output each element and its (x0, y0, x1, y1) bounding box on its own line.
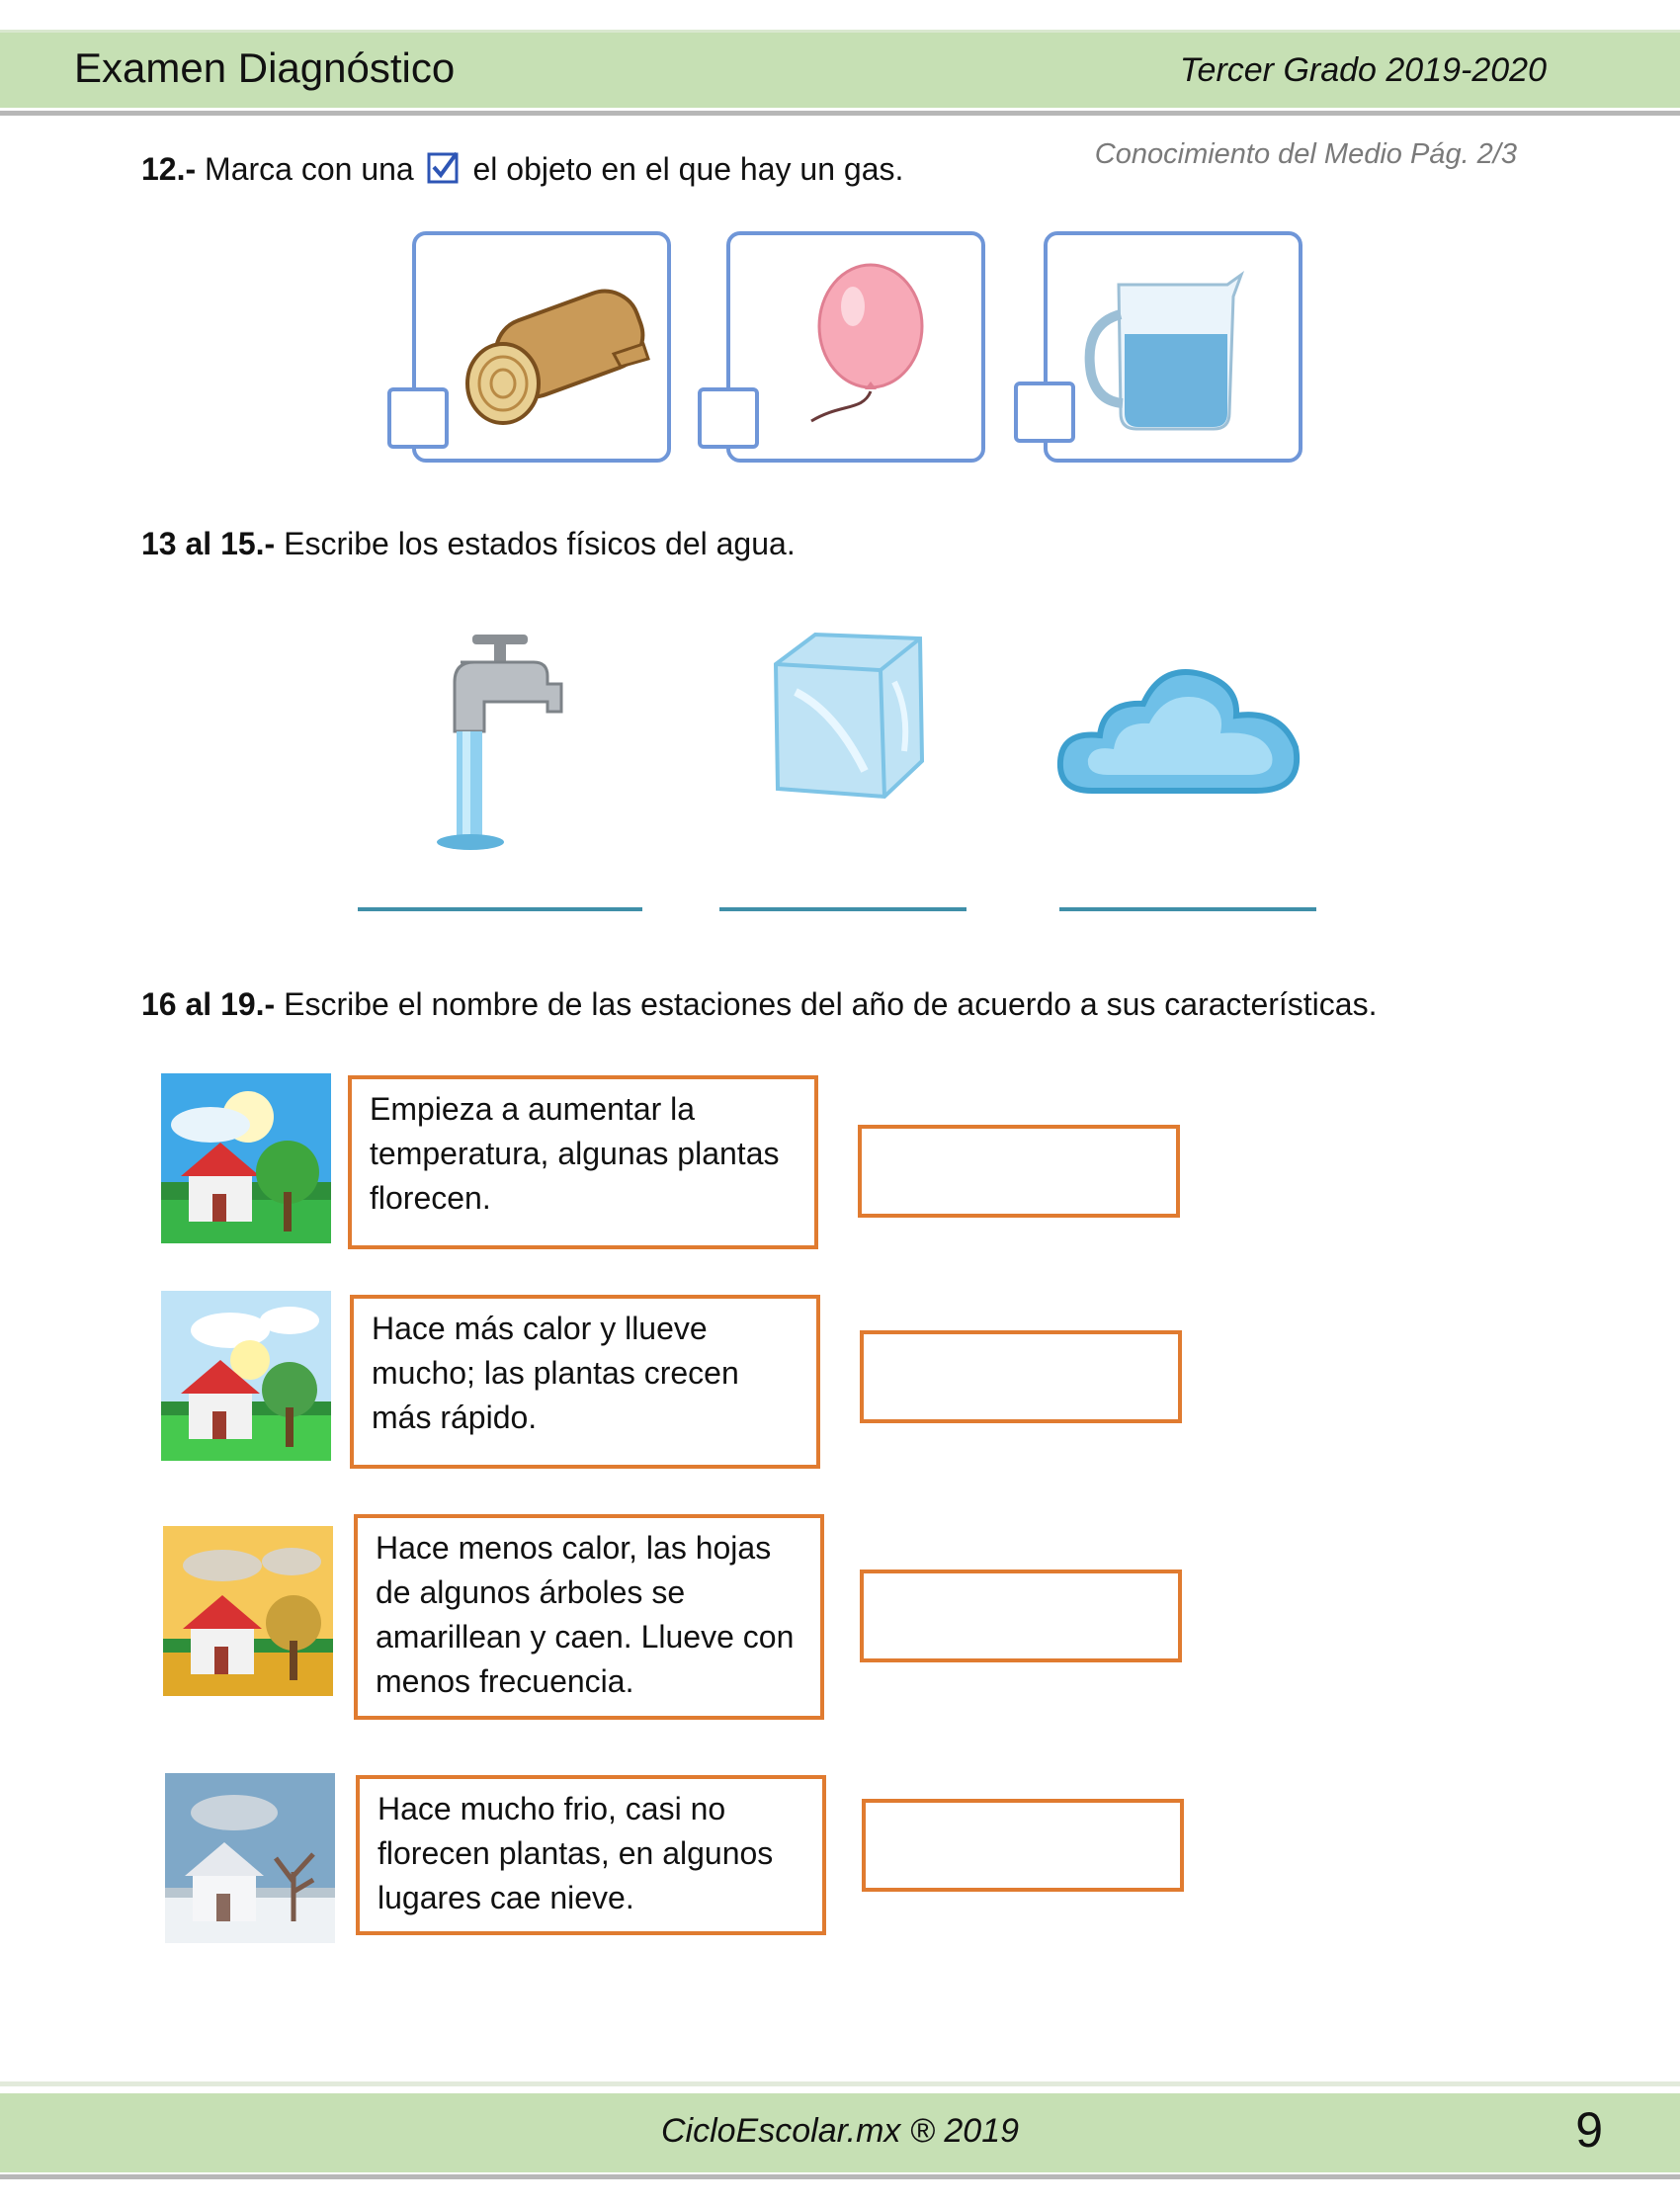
object-card-pitcher (1044, 231, 1302, 463)
checkbox-pitcher[interactable] (1014, 382, 1075, 443)
exam-title: Examen Diagnóstico (74, 44, 456, 91)
footer-copyright: CicloEscolar.mx ® 2019 (660, 2112, 1020, 2150)
subject-page-label: Conocimiento del Medio Pág. 2/3 (1094, 138, 1517, 170)
question-12 (141, 150, 903, 192)
winter-house-icon (165, 1773, 335, 1943)
season-description-box (348, 1075, 818, 1249)
season-description: Hace menos calor, las hojas de algunos árboles se amarillean y caen. Llueve con menos frecuencia. (376, 1530, 795, 1699)
header-divider (0, 111, 1680, 116)
faucet-icon (415, 623, 583, 860)
answer-box-autumn[interactable] (860, 1570, 1182, 1662)
answer-line-solid[interactable] (719, 907, 966, 911)
object-card-log (412, 231, 671, 463)
question-text: Escribe el nombre de las estaciones del año de acuerdo a sus características. (284, 986, 1378, 1022)
question-number: 12.- (141, 151, 197, 187)
question-number: 13 al 15.- (141, 526, 276, 561)
season-description-box (350, 1295, 820, 1469)
footer-divider (0, 2081, 1680, 2086)
checkbox-balloon[interactable] (698, 387, 759, 449)
question-text: Escribe los estados físicos del agua. (284, 526, 796, 561)
answer-box-summer[interactable] (860, 1330, 1182, 1423)
log-icon (416, 235, 667, 459)
question-16-19 (141, 986, 1377, 1023)
ice-cube-icon (756, 623, 934, 820)
page-number: 9 (1575, 2102, 1603, 2158)
season-description-box (356, 1775, 826, 1935)
object-card-balloon (726, 231, 985, 463)
autumn-house-icon (163, 1526, 333, 1696)
answer-line-liquid[interactable] (358, 907, 642, 911)
balloon-icon (730, 235, 981, 459)
question-number: 16 al 19.- (141, 986, 276, 1022)
pitcher-icon (1048, 235, 1299, 459)
question-text-after: el objeto en el que hay un gas. (472, 151, 904, 187)
grade-label: Tercer Grado 2019-2020 (1179, 51, 1547, 89)
season-description: Hace mucho frio, casi no florecen plantas, en algunos lugares cae nieve. (378, 1791, 774, 1915)
season-description: Hace más calor y llueve mucho; las plantas crecen más rápido. (372, 1311, 739, 1435)
footer-divider-bottom (0, 2174, 1680, 2179)
answer-box-winter[interactable] (862, 1799, 1184, 1892)
answer-box-spring[interactable] (858, 1125, 1180, 1218)
question-13-15 (141, 526, 796, 562)
checkbox-checked-icon (427, 150, 461, 192)
cloud-icon (1052, 652, 1309, 810)
season-description-box (354, 1514, 824, 1720)
checkbox-log[interactable] (387, 387, 449, 449)
answer-line-gas[interactable] (1059, 907, 1316, 911)
question-text-before: Marca con una (205, 151, 414, 187)
summer-house-icon (161, 1291, 331, 1461)
spring-house-icon (161, 1073, 331, 1243)
season-description: Empieza a aumentar la temperatura, algunas plantas florecen. (370, 1091, 780, 1216)
